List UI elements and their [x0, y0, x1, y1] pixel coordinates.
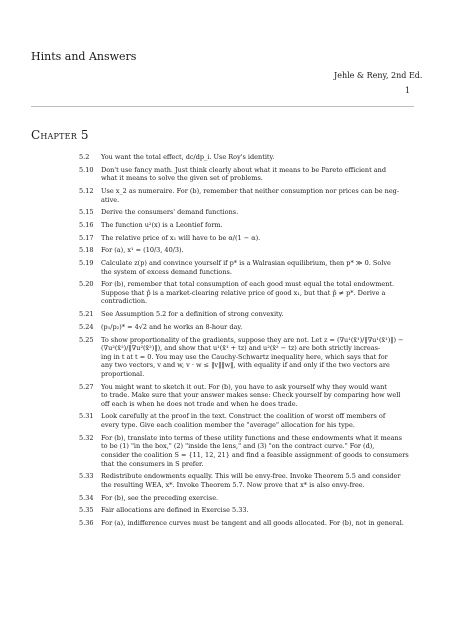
hint-line: The relative price of x₁ will have to be α/(1 − α). [101, 233, 261, 242]
hint-line: Calculate z(p) and convince yourself if p* is a Walrasian equilibrium, then p* ≫ 0. Solve [101, 259, 391, 267]
hint-text [101, 187, 419, 204]
hint-line: Use x_2 as numeraire. For (b), remember that neither consumption nor prices can be neg- [101, 186, 400, 195]
hint-text [101, 246, 419, 255]
hint-item [79, 166, 419, 183]
hint-text [101, 280, 419, 306]
hint-item [79, 259, 419, 276]
hint-number: 5.10 [79, 165, 94, 174]
hint-line: You want the total effect, dc/dp_i. Use Roy's identity. [101, 153, 275, 161]
hint-number: 5.36 [79, 518, 94, 527]
hint-number: 5.33 [79, 472, 94, 481]
hint-item [79, 412, 419, 429]
hint-text [101, 208, 419, 217]
hint-number: 5.20 [79, 280, 94, 289]
hint-number: 5.18 [79, 246, 94, 255]
hint-item [79, 221, 419, 230]
hint-line: the system of excess demand functions. [101, 267, 232, 276]
hint-line: For (a), x¹ = (10/3, 40/3). [101, 246, 184, 255]
hint-text [101, 153, 419, 162]
hint-text [101, 221, 419, 230]
hint-line: For (b), remember that total consumption of each good must equal the total endowment. [101, 280, 395, 289]
hint-number: 5.31 [79, 412, 94, 421]
chapter-heading: Chapter 5 [31, 128, 89, 142]
hint-line: ative. [101, 195, 120, 204]
hint-text [101, 323, 419, 332]
hint-text [101, 310, 419, 319]
hint-line: Derive the consumers' demand functions. [101, 208, 239, 217]
document-title: Hints and Answers [31, 50, 137, 63]
hint-item [79, 519, 419, 528]
hint-number: 5.17 [79, 233, 94, 242]
hint-line: the resulting WEA, x*. Invoke Theorem 5.7. Now prove that x* is also envy-free. [101, 480, 365, 489]
hint-line: contradiction. [101, 297, 148, 306]
hint-line: ing in t at t = 0. You may use the Cauchy-Schwartz inequality here, which says that for [101, 352, 388, 361]
hint-text [101, 166, 419, 183]
hint-item [79, 323, 419, 332]
hint-number: 5.35 [79, 506, 94, 515]
hint-line: (p₁/p₂)* = 4√2 and he works an 8-hour day. [101, 322, 243, 331]
hint-text [101, 494, 419, 503]
hint-item [79, 383, 419, 409]
hint-number: 5.15 [79, 208, 94, 217]
hint-line: The function u²(x) is a Leontief form. [101, 220, 223, 229]
hint-line: consider the coalition S = {11, 12, 21} and find a feasible assignment of goods to consumers [101, 450, 409, 459]
hint-item [79, 310, 419, 319]
hint-line: To show proportionality of the gradients, suppose they are not. Let z = (∇u¹(x̄¹)/‖∇u¹(x̄¹)‖) − [101, 335, 404, 344]
hint-text [101, 383, 419, 409]
hint-line: Fair allocations are defined in Exercise 5.33. [101, 506, 249, 515]
hint-item [79, 208, 419, 217]
hint-item [79, 472, 419, 489]
hint-line: Suppose that p̂ is a market-clearing relative price of good x₁, but that p̂ ≠ p*. Derive a [101, 288, 386, 297]
hint-text [101, 472, 419, 489]
hint-line: off each is when he does not trade and when he does trade. [101, 399, 298, 408]
hint-item [79, 187, 419, 204]
hint-item [79, 506, 419, 515]
hint-line: what it means to solve the given set of problems. [101, 174, 263, 183]
hint-number: 5.32 [79, 433, 94, 442]
hint-line: For (b), see the preceding exercise. [101, 493, 219, 502]
hint-item [79, 434, 419, 468]
hint-line: Look carefully at the proof in the text. Construct the coalition of worst off members of [101, 412, 386, 421]
hint-line: to trade. Make sure that your answer makes sense: Check yourself by comparing how well [101, 391, 401, 400]
hint-line: any two vectors, v and w, v · w ≤ ‖v‖‖w‖, with equality if and only if the two vectors are [101, 361, 390, 370]
hint-line: See Assumption 5.2 for a definition of strong convexity. [101, 310, 284, 319]
hint-text [101, 412, 419, 429]
hint-item [79, 246, 419, 255]
hint-text [101, 336, 419, 379]
hint-line: (∇u²(x̄²)/‖∇u²(x̄²)‖), and show that u¹(x̄¹ + tz) and u²(x̄² − tz) are both strictly increas- [101, 344, 381, 353]
hint-item [79, 494, 419, 503]
page-number: 1 [405, 86, 411, 95]
header-rule [31, 106, 414, 107]
hint-text [101, 506, 419, 515]
hint-line: that the consumers in S prefer. [101, 459, 204, 468]
hint-item [79, 153, 419, 162]
hint-line: Don't use fancy math. Just think clearly about what it means to be Pareto efficient and [101, 165, 386, 174]
hint-number: 5.12 [79, 186, 94, 195]
hint-number: 5.16 [79, 220, 94, 229]
hint-text [101, 234, 419, 243]
hint-number: 5.34 [79, 493, 94, 502]
hint-line: every type. Give each coalition member the "average" allocation for his type. [101, 421, 355, 430]
hint-line: to be (1) "in the box," (2) "inside the lens," and (3) "on the contract curve." For (d), [101, 442, 375, 451]
hint-text [101, 259, 419, 276]
hint-text [101, 434, 419, 468]
hint-number: 5.24 [79, 322, 94, 331]
book-reference: Jehle & Reny, 2nd Ed. [334, 71, 423, 80]
hint-number: 5.2 [79, 153, 90, 161]
hint-item [79, 280, 419, 306]
hint-number: 5.19 [79, 259, 94, 267]
hint-text [101, 519, 419, 528]
hint-number: 5.27 [79, 382, 94, 391]
hints-list [79, 153, 419, 532]
hint-line: You might want to sketch it out. For (b), you have to ask yourself why they would want [101, 382, 387, 391]
hint-item [79, 336, 419, 379]
hint-line: For (a), indifference curves must be tangent and all goods allocated. For (b), not in general. [101, 518, 404, 527]
hint-line: Redistribute endowments equally. This will be envy-free. Invoke Theorem 5.5 and consider [101, 472, 401, 481]
hint-line: For (b), translate into terms of these utility functions and these endowments what it means [101, 433, 402, 442]
hint-item [79, 234, 419, 243]
hint-number: 5.21 [79, 310, 94, 319]
hint-line: proportional. [101, 369, 145, 378]
hint-number: 5.25 [79, 335, 94, 344]
